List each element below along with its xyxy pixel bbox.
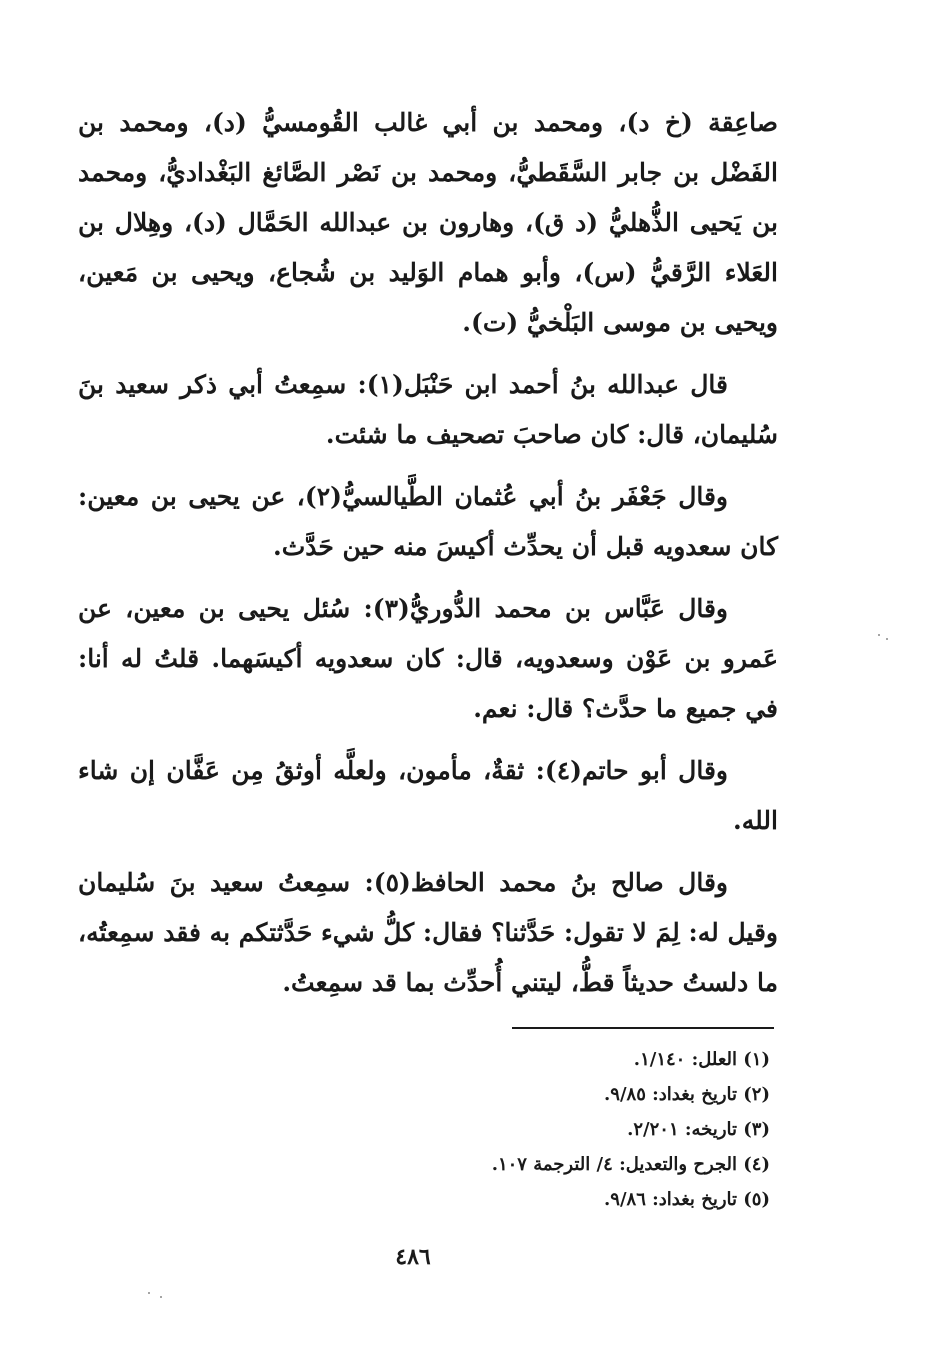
scan-speck	[886, 638, 888, 640]
page-number: ٤٨٦	[395, 1244, 431, 1270]
scan-speck	[878, 634, 880, 636]
footnote-item: (٤) الجرح والتعديل: ٤/ الترجمة ١٠٧.	[491, 1154, 770, 1175]
footnotes	[300, 1042, 770, 1217]
paragraph-abdullah-ibn-ahmad: قال عبدالله بنُ أحمد ابن حَنْبَل(١): سمِعتُ أبي ذكر سعيد بنَ سُليمان، قال: كان صاحبَ تصحيف ما شئت.	[78, 370, 778, 449]
footnote-item: (٣) تاريخه: ٢/٢٠١.	[627, 1119, 770, 1140]
scan-speck	[160, 1296, 162, 1298]
paragraph-salih-ibn-muhammad: وقال صالح بنُ محمد الحافظ(٥): سمِعتُ سعيد بنَ سُليمان وقيل له: لِمَ لا تقول: حَدَّثنا؟ فقال: كلُّ شيء حَدَّثتكم به فقد سمِعتُه، ما دلستُ حديثاً قطُّ، ليتني أُحدِّث بما قد سمِعتُ.	[78, 868, 778, 997]
paragraph-abbas-duri: وقال عَبَّاس بن محمد الدُّوريُّ(٣): سُئل يحيى بن معين، عن عَمرو بن عَوْن وسعدويه، قال: كان سعدويه أكيسَهما. قلتُ له أنا: في جميع ما حدَّث؟ قال: نعم.	[78, 594, 778, 723]
paragraph-jafar-tayalisi: وقال جَعْفَر بنُ أبي عُثمان الطَّيالسيُّ(٢)، عن يحيى بن معين: كان سعدويه قبل أن يحدِّث أكيسَ منه حين حَدَّث.	[78, 482, 778, 561]
paragraph-abu-hatim: وقال أبو حاتم(٤): ثقةٌ، مأمون، ولعلَّه أوثقُ مِن عَفَّان إن شاء الله.	[78, 756, 778, 835]
footnote-item: (٢) تاريخ بغداد: ٩/٨٥.	[604, 1084, 770, 1105]
footnote-item: (١) العلل: ١/١٤٠.	[633, 1049, 770, 1070]
scan-speck	[148, 1292, 150, 1294]
main-text	[78, 98, 778, 1020]
footnote-item: (٥) تاريخ بغداد: ٩/٨٦.	[604, 1189, 770, 1210]
paragraph-narrators-list: صاعِقة (خ د)، ومحمد بن أبي غالب القُومسيُّ (د)، ومحمد بن الفَضْل بن جابر السَّقَطيُّ، ومحمد بن نَصْر الصَّائغ البَغْداديُّ، ومحمد بن يَحيى الذُّهليُّ (د ق)، وهارون بن عبدالله الحَمَّال (د)، وهِلال بن العَلاء الرَّقيُّ (س)، وأبو همام الوَليد بن شُجاع، ويحيى بن مَعين، ويحيى بن موسى البَلْخيُّ (ت).	[78, 108, 778, 337]
footnote-separator	[512, 1027, 774, 1029]
